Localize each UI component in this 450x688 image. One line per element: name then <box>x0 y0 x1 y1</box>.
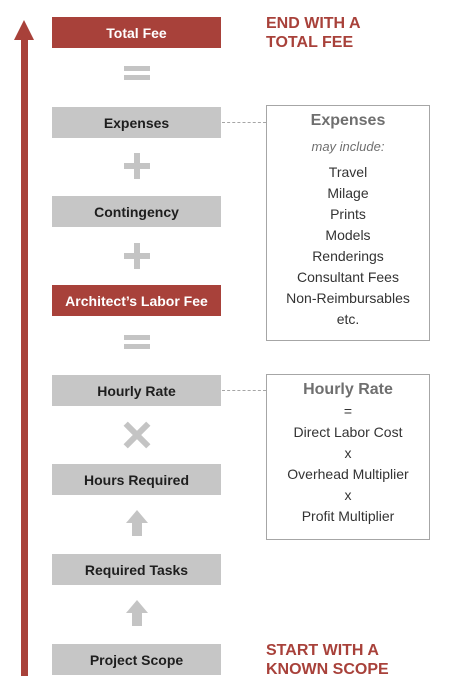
up-arrow-icon <box>126 600 148 626</box>
hourly-rate-line: = <box>343 403 353 419</box>
start-callout-line: START WITH A <box>266 642 379 659</box>
end-callout-line: END WITH A <box>266 15 361 32</box>
expenses-item: Non-Reimbursables <box>286 290 410 306</box>
step-total-fee: Total Fee <box>52 17 221 48</box>
step-hours-required: Hours Required <box>52 464 221 495</box>
multiply-icon <box>123 421 151 449</box>
hourly-rate-line: Direct Labor Cost <box>293 424 403 440</box>
end-callout-line: TOTAL FEE <box>266 34 354 51</box>
step-hourly-rate: Hourly Rate <box>52 375 221 406</box>
step-project-scope: Project Scope <box>52 644 221 675</box>
equals-icon <box>124 64 150 82</box>
hourly-rate-info-box <box>266 374 430 540</box>
equals-icon <box>124 333 150 351</box>
start-callout-line: KNOWN SCOPE <box>266 661 389 678</box>
expenses-item: Travel <box>328 164 368 180</box>
step-contingency: Contingency <box>52 196 221 227</box>
expenses-info-title: Expenses <box>310 112 386 129</box>
plus-icon <box>124 243 150 269</box>
start-callout <box>266 641 389 679</box>
hourly-rate-connector <box>222 390 266 391</box>
hourly-rate-line: Profit Multiplier <box>301 508 395 524</box>
expenses-info-box <box>266 105 430 341</box>
main-up-arrow-shaft <box>21 36 28 676</box>
end-callout <box>266 14 361 52</box>
expenses-connector <box>222 122 266 123</box>
hourly-rate-line: x <box>344 445 352 461</box>
hourly-rate-line: x <box>344 487 352 503</box>
up-arrow-icon <box>126 510 148 536</box>
hourly-rate-info-title: Hourly Rate <box>303 381 393 398</box>
expenses-item: etc. <box>336 311 360 327</box>
expenses-item: Consultant Fees <box>297 269 399 285</box>
hourly-rate-line: Overhead Multiplier <box>287 466 409 482</box>
step-required-tasks: Required Tasks <box>52 554 221 585</box>
main-up-arrow-icon <box>14 20 34 40</box>
expenses-info-subtitle: may include: <box>311 139 385 154</box>
expenses-item: Milage <box>327 185 369 201</box>
step-expenses: Expenses <box>52 107 221 138</box>
expenses-item: Prints <box>330 206 366 222</box>
expenses-item: Models <box>325 227 371 243</box>
plus-icon <box>124 153 150 179</box>
step-architect-labor-fee: Architect’s Labor Fee <box>52 285 221 316</box>
expenses-item: Renderings <box>312 248 384 264</box>
